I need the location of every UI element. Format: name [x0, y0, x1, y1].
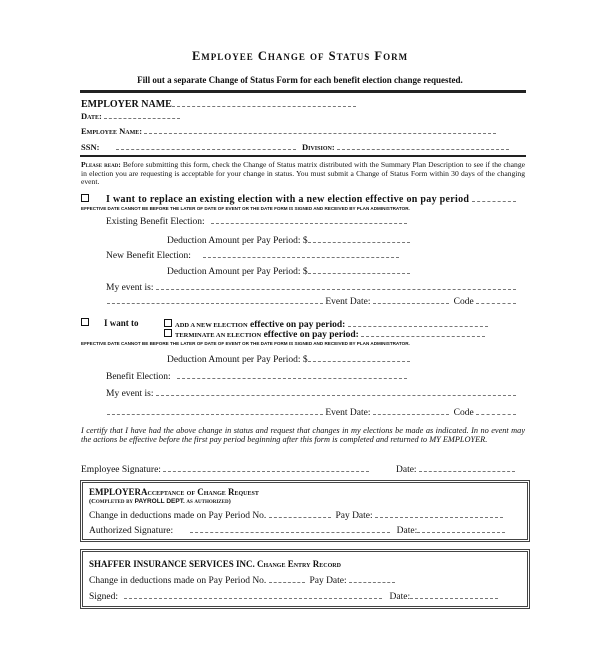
pay-period-line[interactable] [269, 574, 305, 583]
pay-period-line[interactable] [269, 509, 331, 518]
employee-signature-field[interactable] [81, 463, 369, 475]
shaffer-record-box [80, 549, 530, 609]
auth-line[interactable] [190, 524, 390, 533]
event-line[interactable] [156, 281, 516, 290]
date-field[interactable] [81, 110, 180, 121]
event-date-line[interactable] [373, 406, 449, 415]
new-benefit-field[interactable] [106, 249, 399, 261]
i-want-to-label: I want to [104, 318, 139, 328]
add-pay-period-line[interactable] [348, 318, 488, 327]
new-benefit-label: New Benefit Election: [106, 251, 191, 261]
event-date-line[interactable] [373, 295, 449, 304]
form-subtitle: Fill out a separate Change of Status Form for each benefit election change requested. [137, 75, 463, 85]
deduction-line[interactable] [308, 265, 410, 274]
employer-box-subtitle [89, 498, 231, 505]
deduction-label: Deduction Amount per Pay Period: $ [167, 267, 308, 277]
pay-date-line[interactable] [375, 509, 503, 518]
checkbox[interactable] [164, 319, 172, 327]
event-line-2[interactable] [107, 406, 323, 415]
checkbox[interactable] [81, 318, 89, 326]
terminate-election-option[interactable] [164, 328, 485, 340]
employee-name-line[interactable] [144, 125, 496, 134]
form-title: Employee Change of Status Form [191, 49, 409, 63]
shaffer-box-title [89, 559, 341, 569]
signature-line[interactable] [163, 463, 369, 472]
date-line[interactable] [410, 590, 498, 599]
date-label: Date: [81, 111, 102, 121]
replace-election-option[interactable] [81, 193, 516, 205]
benefit-election-field[interactable] [106, 370, 407, 382]
employer-box-title [89, 487, 259, 497]
terminate-pay-period-line[interactable] [361, 328, 485, 337]
employer-name-line[interactable] [172, 98, 356, 107]
deduction-label: Deduction Amount per Pay Period: $ [167, 236, 308, 246]
event-date-label: Event Date: [325, 408, 371, 418]
date-label: Date: [396, 465, 417, 475]
event-date-row-2[interactable] [107, 406, 516, 418]
ssn-line[interactable] [116, 141, 296, 150]
code-line[interactable] [476, 295, 516, 304]
add-label: ADD A NEW ELECTION [175, 322, 248, 329]
effective-note: EFFECTIVE DATE CANNOT BE BEFORE THE LATER OF DATE OF EVENT OR THE DATE FORM IS SIGNED AND RECEIVED BY PLAN ADMINISTRATOR. [81, 341, 410, 346]
please-read-notice [81, 161, 525, 187]
sub-post: as authorized) [184, 498, 231, 505]
title-bold: EMPLOYER [89, 487, 142, 497]
event-date-row-1[interactable] [107, 295, 516, 307]
division-label: Division: [302, 142, 335, 152]
certification-text: I certify that I have had the above change in status and request that changes in my elections be made as indicated. In no event may the actions be effective before the first pay period beginning after this form is completed and returned to MY EMPLOYER. [81, 426, 525, 444]
date-label: Date: [396, 526, 418, 536]
date-line[interactable] [417, 524, 505, 533]
deduction-field-1[interactable] [167, 234, 410, 246]
i-want-to-option[interactable] [81, 318, 139, 328]
deduction-label: Deduction Amount per Pay Period: $ [167, 355, 308, 365]
title-rest: Change Entry Record [256, 559, 341, 569]
ssn-label: SSN: [81, 142, 100, 152]
event-date-label: Event Date: [325, 297, 371, 307]
pay-period-field[interactable] [89, 509, 503, 521]
title-rest: Acceptance of Change Request [141, 487, 259, 497]
ssn-field[interactable] [81, 141, 296, 152]
signature-date-field[interactable] [396, 463, 515, 475]
event-field-2[interactable] [106, 387, 516, 399]
employer-name-field[interactable] [81, 98, 356, 110]
benefit-line[interactable] [177, 370, 407, 379]
notice-label: Please read: [81, 160, 121, 169]
notice-text: Before submitting this form, check the Change of Status matrix distributed with the Summary Plan Description to see if the change in election you are requesting is acceptable for your change in status. You must submit a Change of Status Form within 30 days of the changing event. [81, 160, 525, 187]
event-label: My event is: [106, 283, 154, 293]
existing-label: Existing Benefit Election: [106, 217, 205, 227]
auth-label: Authorized Signature: [89, 526, 174, 536]
code-label: Code [453, 297, 474, 307]
terminate-suffix: effective on pay period: [263, 330, 359, 340]
authorized-signature-field[interactable] [89, 524, 505, 536]
employer-acceptance-box [80, 480, 530, 542]
add-suffix: effective on pay period: [250, 320, 346, 330]
checkbox[interactable] [81, 194, 89, 202]
existing-line[interactable] [211, 215, 407, 224]
date-line[interactable] [104, 110, 180, 119]
event-field-1[interactable] [106, 281, 516, 293]
existing-benefit-field[interactable] [106, 215, 407, 227]
new-benefit-line[interactable] [203, 249, 399, 258]
benefit-label: Benefit Election: [106, 372, 171, 382]
replace-option-label: I want to replace an existing election with a new election effective on pay period [106, 194, 470, 205]
code-label: Code [453, 408, 474, 418]
signature-label: Employee Signature: [81, 465, 161, 475]
pay-date-label: Pay Date: [309, 576, 347, 586]
division-line[interactable] [337, 141, 509, 150]
employee-name-field[interactable] [81, 125, 496, 136]
divider [80, 90, 526, 93]
sub-bold: PAYROLL DEPT. [134, 498, 185, 505]
checkbox[interactable] [164, 329, 172, 337]
deduction-field-3[interactable] [167, 353, 410, 365]
division-field[interactable] [302, 141, 509, 152]
event-line-2[interactable] [107, 295, 323, 304]
deduction-line[interactable] [308, 234, 410, 243]
code-line[interactable] [476, 406, 516, 415]
effective-note: EFFECTIVE DATE CANNOT BE BEFORE THE LATER OF DATE OF EVENT OR THE DATE FORM IS SIGNED AND RECEIVED BY PLAN ADMINISTRATOR. [81, 206, 410, 211]
event-line[interactable] [156, 387, 516, 396]
event-label: My event is: [106, 389, 154, 399]
signed-label: Signed: [89, 592, 119, 602]
pay-date-line[interactable] [349, 574, 395, 583]
employee-name-label: Employee Name: [81, 126, 143, 136]
date-label: Date: [389, 592, 411, 602]
pay-period-line[interactable] [472, 193, 516, 202]
divider [80, 155, 526, 157]
pay-period-field[interactable] [89, 574, 395, 586]
terminate-label: TERMINATE AN ELECTION [175, 332, 262, 339]
date-line[interactable] [419, 463, 515, 472]
deduction-field-2[interactable] [167, 265, 410, 277]
change-label: Change in deductions made on Pay Period No. [89, 511, 267, 521]
pay-date-label: Pay Date: [335, 511, 373, 521]
change-label: Change in deductions made on Pay Period No. [89, 576, 267, 586]
deduction-line[interactable] [308, 353, 410, 362]
title-bold: SHAFFER INSURANCE SERVICES INC. [89, 559, 255, 569]
signed-line[interactable] [124, 590, 382, 599]
sub-pre: (Completed by [89, 498, 135, 505]
employer-name-label: EMPLOYER NAME [81, 99, 172, 110]
signed-field[interactable] [89, 590, 498, 602]
